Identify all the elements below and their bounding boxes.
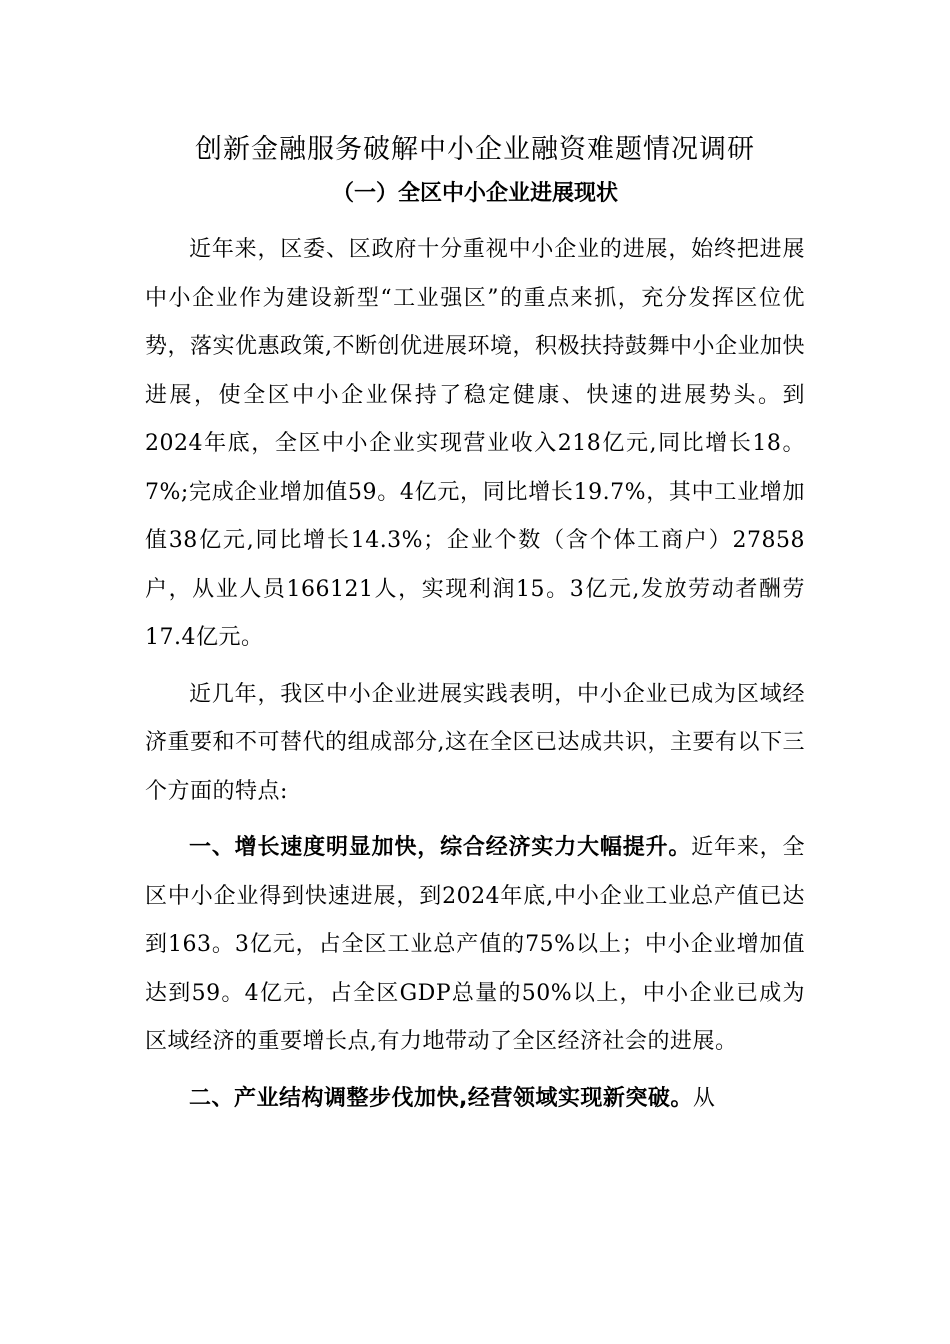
paragraph [145,226,805,663]
paragraph-lead: 一、增长速度明显加快，综合经济实力大幅提升。 [189,835,692,860]
paragraph [145,1075,805,1124]
paragraph-text: 近几年，我区中小企业进展实践表明，中小企业已成为区域经济重要和不可替代的组成部分,这在全区已达成共识，主要有以下三个方面的特点: [145,681,805,804]
section-heading: （一）全区中小企业进展现状 [331,181,618,206]
paragraph-text: 从 [692,1085,716,1111]
paragraph-text: 近年来，区委、区政府十分重视中小企业的进展，始终把进展中小企业作为建设新型“工业强区”的重点来抓，充分发挥区位优势，落实优惠政策,不断创优进展环境，积极扶持鼓舞中小企业加快进展，使全区中小企业保持了稳定健康、快速的进展势头。到2024年底，全区中小企业实现营业收入218亿元,同比增长18。7%;完成企业增加值59。4亿元，同比增长19.7%，其中工业增加值38亿元,同比增长14.3%；企业个数（含个体工商户）27858户，从业人员166121人，实现利润15。3亿元,发放劳动者酬劳17.4亿元。 [145,237,805,650]
document-page [145,128,805,1131]
document-title: 创新金融服务破解中小企业融资难题情况调研 [195,134,755,165]
paragraph [145,824,805,1067]
paragraph-lead: 二、产业结构调整步伐加快,经营领域实现新突破。 [189,1085,693,1111]
paragraph-text: 近年来，全区中小企业得到快速进展，到2024年底,中小企业工业总产值已达到163。3亿元，占全区工业总产值的75%以上；中小企业增加值达到59。4亿元，占全区GDP总量的50%以上，中小企业已成为区域经济的重要增长点,有力地带动了全区经济社会的进展。 [145,835,805,1054]
paragraph [145,671,805,817]
